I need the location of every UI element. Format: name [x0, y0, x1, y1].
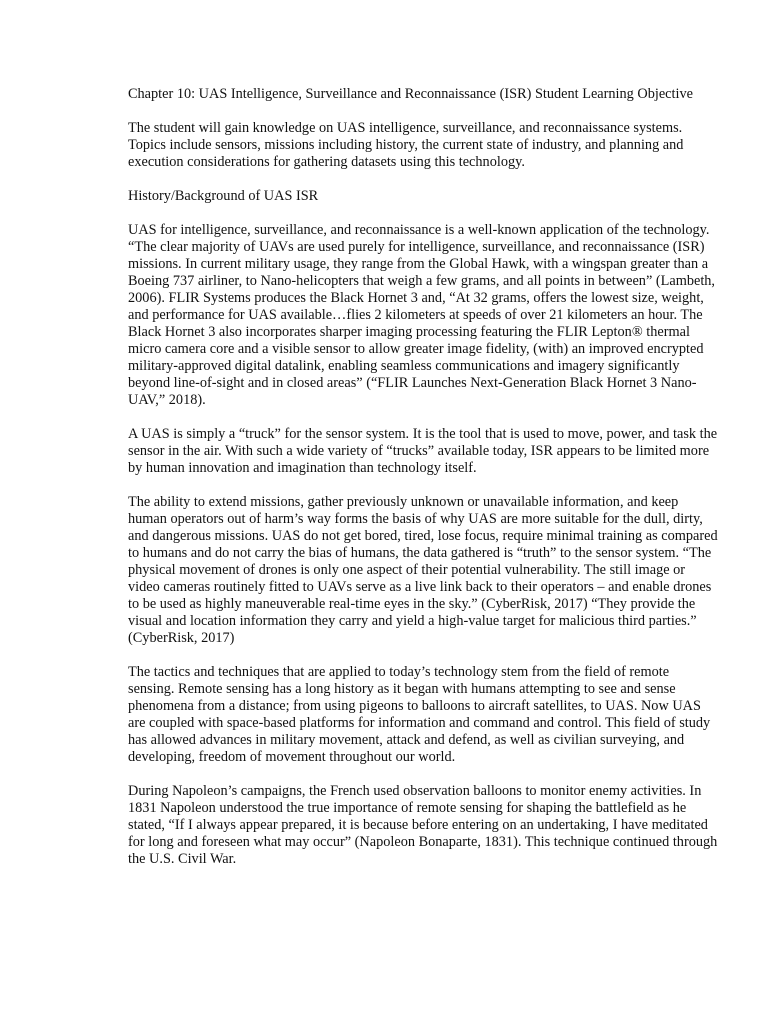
- section-heading: History/Background of UAS ISR: [128, 188, 319, 204]
- body-paragraph-truck: A UAS is simply a “truck” for the sensor system. It is the tool that is used to move, power, and task the sensor in the air. With such a wide variety of “trucks” available today, ISR appears to be limited more by human innovation and imagination than technology itself.: [128, 426, 718, 476]
- learning-objective-paragraph: The student will gain knowledge on UAS intelligence, surveillance, and reconnaissance systems. Topics include sensors, missions including history, the current state of industry, and planning and execution considerations for gathering datasets using this technology.: [128, 120, 684, 170]
- body-paragraph-napoleon: During Napoleon’s campaigns, the French used observation balloons to monitor enemy activities. In 1831 Napoleon understood the true importance of remote sensing for shaping the battlefield as he stated, “If I always appear prepared, it is because before entering on an undertaking, I have meditated for long and foreseen what may occur” (Napoleon Bonaparte, 1831). This technique continued through the U.S. Civil War.: [128, 783, 718, 867]
- body-paragraph-uas-isr: UAS for intelligence, surveillance, and reconnaissance is a well-known application of the technology. “The clear majority of UAVs are used purely for intelligence, surveillance, and reconnaissance (ISR) missions. In current military usage, they range from the Global Hawk, with a wingspan greater than a Boeing 737 airliner, to Nano-helicopters that weigh a few grams, and all points in between” (Lambeth, 2006). FLIR Systems produces the Black Hornet 3 and, “At 32 grams, offers the lowest size, weight, and performance for UAS available…flies 2 kilometers at speeds of over 21 kilometers an hour. The Black Hornet 3 also incorporates sharper imaging processing featuring the FLIR Lepton® thermal micro camera core and a visible sensor to allow greater image fidelity, (with) an improved encrypted military-approved digital datalink, enabling seamless communications and imagery significantly beyond line-of-sight and in closed areas” (“FLIR Launches Next-Generation Black Hornet 3 Nano-UAV,” 2018).: [128, 222, 716, 408]
- body-paragraph-remote-sensing: The tactics and techniques that are applied to today’s technology stem from the field of remote sensing. Remote sensing has a long history as it began with humans attempting to see and sense phenomena from a distance; from using pigeons to balloons to aircraft satellites, to UAS. Now UAS are coupled with space-based platforms for information and command and control. This field of study has allowed advances in military movement, attack and defend, as well as civilian surveying, and developing, freedom of movement throughout our world.: [128, 664, 711, 765]
- chapter-title: Chapter 10: UAS Intelligence, Surveillance and Reconnaissance (ISR) Student Learning Objective: [128, 86, 693, 102]
- document-page: [128, 86, 718, 885]
- body-paragraph-missions: The ability to extend missions, gather previously unknown or unavailable information, and keep human operators out of harm’s way forms the basis of why UAS are more suitable for the dull, dirty, and dangerous missions. UAS do not get bored, tired, lose focus, require minimal training as compared to humans and do not carry the bias of humans, the data gathered is “truth” to the sensor system. “The physical movement of drones is only one aspect of their potential vulnerability. The still image or video cameras routinely fitted to UAVs serve as a live link back to their operators – and enable drones to be used as highly maneuverable real-time eyes in the sky.” (CyberRisk, 2017) “They provide the visual and location information they carry and yield a high-value target for malicious third parties.” (CyberRisk, 2017): [128, 494, 718, 646]
